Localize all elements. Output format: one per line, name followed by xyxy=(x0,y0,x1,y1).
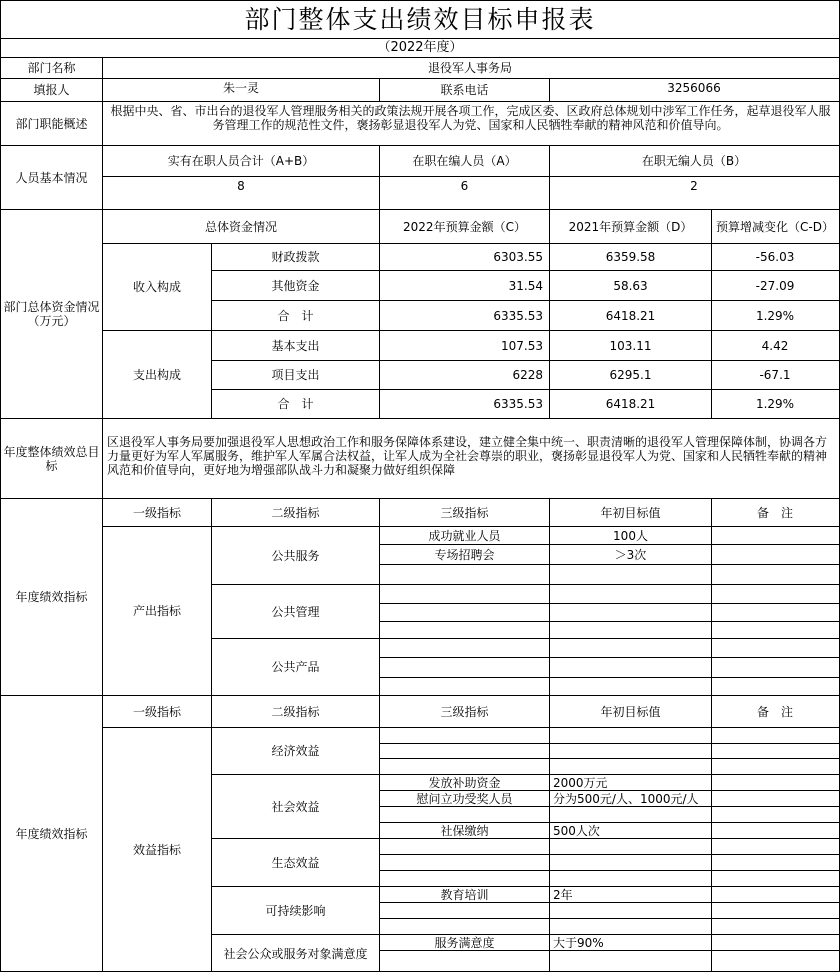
indicator-l3: 成功就业人员 xyxy=(428,528,501,543)
staff-label: 人员基本情况 xyxy=(15,170,88,185)
grid-hline xyxy=(379,544,840,545)
income-change: -27.09 xyxy=(755,278,795,293)
indicator-target: 分为500元/人、1000元/人 xyxy=(553,791,699,806)
staff-b-header: 在职无编人员（B） xyxy=(641,154,747,168)
grid-hline xyxy=(0,209,840,210)
grid-hline xyxy=(0,695,840,696)
indicator-target: 大于90% xyxy=(553,935,604,950)
grid-vline xyxy=(379,209,380,418)
grid-hline xyxy=(0,78,840,79)
staff-b-value: 2 xyxy=(690,179,698,193)
dept-name-value: 退役军人事务局 xyxy=(428,61,513,75)
grid-hline xyxy=(102,243,840,244)
grid-hline xyxy=(379,743,840,744)
income-2022: 6335.53 xyxy=(493,308,543,323)
income-change: -56.03 xyxy=(755,250,795,264)
perf-label: 年度绩效指标 xyxy=(15,590,88,604)
grid-hline xyxy=(211,584,840,585)
grid-vline xyxy=(549,78,550,101)
grid-hline xyxy=(211,774,840,775)
annual-goal-label: 年度整体绩效总目标 xyxy=(3,444,100,473)
grid-hline xyxy=(211,389,840,390)
perf-label: 年度绩效指标 xyxy=(15,827,88,841)
function-text: 根据中央、省、市出台的退役军人管理服务相关的政策法规开展各项工作，完成区委、区政府总体规划中涉军工作任务，起草退役军人服务管理工作的规范性文件，褒扬彰显退役军人为党、国家和人民牺牲奉献的精神风范和价值导向。 xyxy=(110,104,831,132)
header-note: 备 注 xyxy=(756,505,793,520)
grid-vline xyxy=(549,498,550,972)
staff-a-header: 在职在编人员（A） xyxy=(412,154,517,168)
expense-change: -67.1 xyxy=(759,368,791,382)
grid-vline xyxy=(379,498,380,972)
form-year: （2022年度） xyxy=(377,40,463,55)
grid-vline xyxy=(549,145,550,209)
grid-hline xyxy=(0,57,840,58)
indicator-target: 100人 xyxy=(613,528,648,543)
expense-name: 基本支出 xyxy=(271,338,320,353)
indicator-l3: 慰问立功受奖人员 xyxy=(416,791,513,806)
income-2021: 6359.58 xyxy=(605,250,656,264)
indicator-target: 2年 xyxy=(553,887,573,902)
grid-hline xyxy=(379,918,840,919)
expense-2022: 107.53 xyxy=(501,338,543,353)
income-label: 收入构成 xyxy=(132,280,181,294)
staff-a-value: 6 xyxy=(460,179,469,193)
form-title: 部门整体支出绩效目标申报表 xyxy=(244,4,596,34)
indicator-target: ＞3次 xyxy=(614,547,647,562)
grid-hline xyxy=(379,603,840,604)
grid-hline xyxy=(102,330,840,331)
grid-hline xyxy=(379,677,840,678)
header-note: 备 注 xyxy=(756,704,793,719)
public-service: 公共服务 xyxy=(271,548,320,563)
indicator-target: 500人次 xyxy=(553,823,600,838)
economic-benefit: 经济效益 xyxy=(271,744,320,758)
income-name: 财政拨款 xyxy=(271,250,320,264)
grid-vline xyxy=(711,209,712,418)
expense-2022: 6335.53 xyxy=(493,397,543,411)
header-level3: 三级指标 xyxy=(440,704,489,719)
expense-2022: 6228 xyxy=(512,368,543,382)
grid-vline xyxy=(549,209,550,418)
grid-hline xyxy=(379,758,840,759)
filler-label: 填报人 xyxy=(33,83,70,97)
income-change: 1.29% xyxy=(755,308,795,323)
grid-hline xyxy=(379,870,840,871)
grid-hline xyxy=(0,38,840,39)
header-level3: 三级指标 xyxy=(440,505,489,520)
grid-hline xyxy=(102,526,840,527)
income-2021: 58.63 xyxy=(613,278,648,293)
benefit-level1: 效益指标 xyxy=(132,843,181,857)
income-name: 合 计 xyxy=(277,308,314,323)
grid-hline xyxy=(211,270,840,271)
funds-2021-header: 2021年预算金额（D） xyxy=(568,219,693,234)
grid-hline xyxy=(211,886,840,887)
expense-name: 合 计 xyxy=(277,397,314,411)
public-product: 公共产品 xyxy=(271,660,320,674)
grid-vline xyxy=(379,145,380,209)
grid-vline xyxy=(711,498,712,972)
grid-hline xyxy=(379,790,840,791)
function-label: 部门职能概述 xyxy=(15,116,88,131)
grid-hline xyxy=(211,300,840,301)
grid-vline xyxy=(211,243,212,418)
grid-hline xyxy=(211,934,840,935)
grid-hline xyxy=(0,0,840,1)
grid-hline xyxy=(379,854,840,855)
grid-hline xyxy=(379,806,840,807)
grid-vline xyxy=(0,0,1,972)
satisfaction: 社会公众或服务对象满意度 xyxy=(223,946,368,961)
indicator-l3: 社保缴纳 xyxy=(440,823,489,838)
header-target: 年初目标值 xyxy=(600,505,661,520)
grid-vline xyxy=(102,57,103,972)
filler-value: 朱一灵 xyxy=(222,80,259,95)
income-2022: 31.54 xyxy=(508,278,543,293)
indicator-l3: 服务满意度 xyxy=(434,935,495,950)
grid-hline xyxy=(379,657,840,658)
indicator-l3: 发放补助资金 xyxy=(428,775,501,790)
expense-2021: 6295.1 xyxy=(609,368,652,382)
indicator-l3: 专场招聘会 xyxy=(434,547,495,562)
grid-hline xyxy=(102,176,840,177)
funds-change-header: 预算增减变化（C-D） xyxy=(716,219,834,234)
grid-hline xyxy=(0,145,840,146)
phone-value: 3256066 xyxy=(667,80,721,95)
grid-hline xyxy=(0,498,840,499)
staff-total-header: 实有在职人员合计（A+B） xyxy=(167,154,315,168)
phone-label: 联系电话 xyxy=(440,83,489,97)
expense-label: 支出构成 xyxy=(132,367,181,382)
grid-hline xyxy=(379,950,840,951)
grid-hline xyxy=(379,564,840,565)
public-management: 公共管理 xyxy=(271,604,320,619)
income-2022: 6303.55 xyxy=(493,250,543,264)
annual-goal-text: 区退役军人事务局要加强退役军人思想政治工作和服务保障体系建设，建立健全集中统一、职责清晰的退役军人管理保障体制，协调各方力量更好为军人军属服务，维护军人军属合法权益，让军人成为全社会尊崇的职业，褒扬彰显退役军人为党、国家和人民牺牲奉献的精神风范和价值导向，更好地为增强部队战斗力和凝聚力做好组织保障 xyxy=(107,435,828,477)
grid-hline xyxy=(211,838,840,839)
grid-hline xyxy=(379,902,840,903)
income-name: 其他资金 xyxy=(271,278,320,293)
funds-2022-header: 2022年预算金额（C） xyxy=(403,219,526,234)
dept-name-label: 部门名称 xyxy=(27,61,76,75)
grid-hline xyxy=(102,727,840,728)
grid-hline xyxy=(0,101,840,102)
income-2021: 6418.21 xyxy=(605,308,656,323)
staff-total-value: 8 xyxy=(237,179,245,193)
expense-name: 项目支出 xyxy=(271,368,320,382)
output-level1: 产出指标 xyxy=(132,604,181,618)
indicator-target: 2000万元 xyxy=(553,775,608,790)
expense-change: 4.42 xyxy=(761,338,789,353)
indicator-l3: 教育培训 xyxy=(440,887,489,902)
grid-hline xyxy=(0,418,840,419)
header-level2: 二级指标 xyxy=(271,704,320,719)
grid-hline xyxy=(379,621,840,622)
header-level1: 一级指标 xyxy=(132,704,181,719)
grid-vline xyxy=(379,78,380,101)
funds-label: 部门总体资金情况（万元） xyxy=(3,300,100,328)
header-target: 年初目标值 xyxy=(600,704,661,719)
grid-hline xyxy=(211,360,840,361)
grid-hline xyxy=(379,822,840,823)
funds-overview-header: 总体资金情况 xyxy=(204,219,277,234)
social-benefit: 社会效益 xyxy=(271,799,320,814)
header-level2: 二级指标 xyxy=(271,505,320,520)
expense-2021: 103.11 xyxy=(609,338,652,353)
expense-change: 1.29% xyxy=(755,397,795,411)
expense-2021: 6418.21 xyxy=(605,397,656,411)
grid-vline xyxy=(211,498,212,972)
ecological-benefit: 生态效益 xyxy=(271,855,320,870)
sustainable-impact: 可持续影响 xyxy=(265,903,326,918)
header-level1: 一级指标 xyxy=(132,505,181,520)
grid-hline xyxy=(211,638,840,639)
